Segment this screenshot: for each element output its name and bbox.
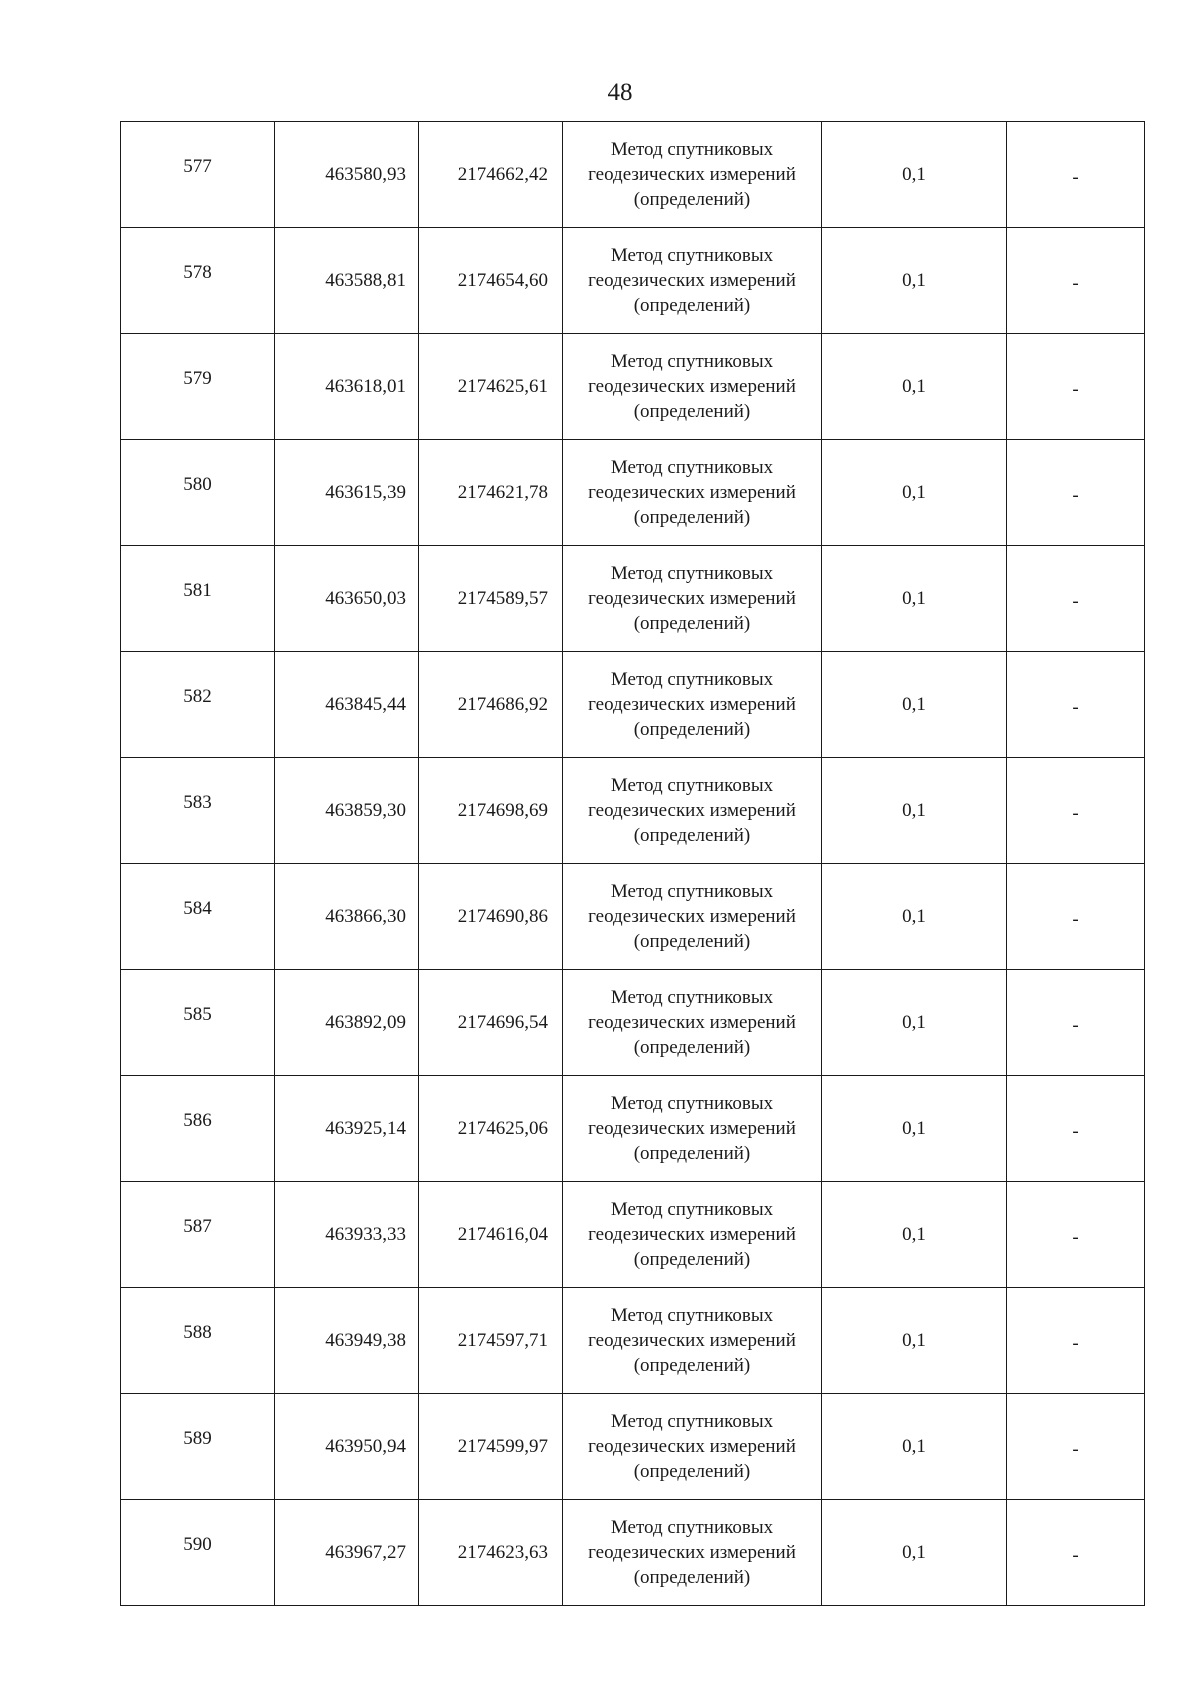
method-line-2: геодезических измерений	[588, 1012, 796, 1033]
coordinates-table-body	[121, 122, 1145, 1606]
table-row	[121, 1076, 1145, 1182]
x-coordinate-cell: 463866,30	[275, 864, 419, 970]
method-line-1: Метод спутниковых	[610, 881, 774, 902]
accuracy-cell: 0,1	[822, 122, 1007, 228]
y-coordinate-cell: 2174696,54	[419, 970, 563, 1076]
method-line-3: (определений)	[633, 1249, 751, 1270]
method-line-3: (определений)	[633, 189, 751, 210]
y-coordinate-cell: 2174616,04	[419, 1182, 563, 1288]
page-number: 48	[607, 79, 633, 106]
method-line-3: (определений)	[633, 507, 751, 528]
method-cell	[563, 334, 822, 440]
note-cell: -	[1007, 1500, 1145, 1606]
point-number-cell: 586	[121, 1076, 275, 1182]
x-coordinate-cell: 463650,03	[275, 546, 419, 652]
accuracy-cell: 0,1	[822, 1394, 1007, 1500]
method-line-2: геодезических измерений	[588, 164, 796, 185]
method-cell	[563, 1394, 822, 1500]
method-cell	[563, 1288, 822, 1394]
x-coordinate-cell: 463588,81	[275, 228, 419, 334]
method-line-3: (определений)	[633, 613, 751, 634]
method-cell	[563, 122, 822, 228]
x-coordinate-cell: 463967,27	[275, 1500, 419, 1606]
table-row	[121, 864, 1145, 970]
method-line-3: (определений)	[633, 295, 751, 316]
method-line-1: Метод спутниковых	[610, 1199, 774, 1220]
y-coordinate-cell: 2174654,60	[419, 228, 563, 334]
accuracy-cell: 0,1	[822, 652, 1007, 758]
method-line-1: Метод спутниковых	[610, 775, 774, 796]
method-line-3: (определений)	[633, 825, 751, 846]
y-coordinate-cell: 2174599,97	[419, 1394, 563, 1500]
method-line-3: (определений)	[633, 719, 751, 740]
method-line-2: геодезических измерений	[588, 1542, 796, 1563]
y-coordinate-cell: 2174623,63	[419, 1500, 563, 1606]
y-coordinate-cell: 2174686,92	[419, 652, 563, 758]
method-line-1: Метод спутниковых	[610, 563, 774, 584]
method-line-3: (определений)	[633, 1143, 751, 1164]
method-line-1: Метод спутниковых	[610, 1411, 774, 1432]
method-line-3: (определений)	[633, 1037, 751, 1058]
method-cell	[563, 1182, 822, 1288]
table-row	[121, 1182, 1145, 1288]
point-number-cell: 587	[121, 1182, 275, 1288]
accuracy-cell: 0,1	[822, 334, 1007, 440]
table-row	[121, 1500, 1145, 1606]
point-number-cell: 589	[121, 1394, 275, 1500]
method-cell	[563, 1500, 822, 1606]
method-cell	[563, 652, 822, 758]
x-coordinate-cell: 463845,44	[275, 652, 419, 758]
method-cell	[563, 440, 822, 546]
note-cell: -	[1007, 1394, 1145, 1500]
y-coordinate-cell: 2174621,78	[419, 440, 563, 546]
method-line-1: Метод спутниковых	[610, 1517, 774, 1538]
method-line-2: геодезических измерений	[588, 270, 796, 291]
table-row	[121, 652, 1145, 758]
method-cell	[563, 864, 822, 970]
method-line-1: Метод спутниковых	[610, 139, 774, 160]
y-coordinate-cell: 2174589,57	[419, 546, 563, 652]
point-number-cell: 583	[121, 758, 275, 864]
method-line-2: геодезических измерений	[588, 1436, 796, 1457]
method-line-1: Метод спутниковых	[610, 351, 774, 372]
point-number-cell: 581	[121, 546, 275, 652]
point-number-cell: 577	[121, 122, 275, 228]
coordinates-table	[120, 121, 1145, 1606]
method-line-2: геодезических измерений	[588, 376, 796, 397]
x-coordinate-cell: 463933,33	[275, 1182, 419, 1288]
method-line-3: (определений)	[633, 401, 751, 422]
table-row	[121, 758, 1145, 864]
note-cell: -	[1007, 1288, 1145, 1394]
method-line-1: Метод спутниковых	[610, 1093, 774, 1114]
accuracy-cell: 0,1	[822, 546, 1007, 652]
note-cell: -	[1007, 334, 1145, 440]
method-cell	[563, 1076, 822, 1182]
method-cell	[563, 970, 822, 1076]
method-line-3: (определений)	[633, 931, 751, 952]
accuracy-cell: 0,1	[822, 228, 1007, 334]
method-cell	[563, 758, 822, 864]
y-coordinate-cell: 2174625,61	[419, 334, 563, 440]
method-line-1: Метод спутниковых	[610, 987, 774, 1008]
method-line-3: (определений)	[633, 1461, 751, 1482]
method-cell	[563, 228, 822, 334]
method-line-1: Метод спутниковых	[610, 669, 774, 690]
accuracy-cell: 0,1	[822, 1076, 1007, 1182]
x-coordinate-cell: 463618,01	[275, 334, 419, 440]
x-coordinate-cell: 463615,39	[275, 440, 419, 546]
y-coordinate-cell: 2174597,71	[419, 1288, 563, 1394]
x-coordinate-cell: 463949,38	[275, 1288, 419, 1394]
note-cell: -	[1007, 1182, 1145, 1288]
table-row	[121, 122, 1145, 228]
y-coordinate-cell: 2174625,06	[419, 1076, 563, 1182]
accuracy-cell: 0,1	[822, 440, 1007, 546]
note-cell: -	[1007, 864, 1145, 970]
method-line-1: Метод спутниковых	[610, 1305, 774, 1326]
x-coordinate-cell: 463925,14	[275, 1076, 419, 1182]
point-number-cell: 584	[121, 864, 275, 970]
point-number-cell: 579	[121, 334, 275, 440]
method-line-3: (определений)	[633, 1567, 751, 1588]
point-number-cell: 588	[121, 1288, 275, 1394]
method-line-2: геодезических измерений	[588, 1118, 796, 1139]
note-cell: -	[1007, 758, 1145, 864]
table-row	[121, 440, 1145, 546]
x-coordinate-cell: 463580,93	[275, 122, 419, 228]
x-coordinate-cell: 463859,30	[275, 758, 419, 864]
note-cell: -	[1007, 1076, 1145, 1182]
method-line-1: Метод спутниковых	[610, 245, 774, 266]
method-line-3: (определений)	[633, 1355, 751, 1376]
accuracy-cell: 0,1	[822, 1500, 1007, 1606]
accuracy-cell: 0,1	[822, 1288, 1007, 1394]
method-line-2: геодезических измерений	[588, 482, 796, 503]
point-number-cell: 578	[121, 228, 275, 334]
accuracy-cell: 0,1	[822, 758, 1007, 864]
method-line-1: Метод спутниковых	[610, 457, 774, 478]
table-row	[121, 1288, 1145, 1394]
table-row	[121, 546, 1145, 652]
note-cell: -	[1007, 652, 1145, 758]
x-coordinate-cell: 463892,09	[275, 970, 419, 1076]
note-cell: -	[1007, 970, 1145, 1076]
table-row	[121, 228, 1145, 334]
method-line-2: геодезических измерений	[588, 1224, 796, 1245]
method-line-2: геодезических измерений	[588, 906, 796, 927]
method-cell	[563, 546, 822, 652]
method-line-2: геодезических измерений	[588, 588, 796, 609]
point-number-cell: 585	[121, 970, 275, 1076]
accuracy-cell: 0,1	[822, 864, 1007, 970]
table-row	[121, 334, 1145, 440]
table-row	[121, 970, 1145, 1076]
note-cell: -	[1007, 228, 1145, 334]
note-cell: -	[1007, 546, 1145, 652]
note-cell: -	[1007, 440, 1145, 546]
point-number-cell: 582	[121, 652, 275, 758]
note-cell: -	[1007, 122, 1145, 228]
point-number-cell: 590	[121, 1500, 275, 1606]
method-line-2: геодезических измерений	[588, 800, 796, 821]
table-row	[121, 1394, 1145, 1500]
method-line-2: геодезических измерений	[588, 694, 796, 715]
accuracy-cell: 0,1	[822, 1182, 1007, 1288]
method-line-2: геодезических измерений	[588, 1330, 796, 1351]
y-coordinate-cell: 2174662,42	[419, 122, 563, 228]
point-number-cell: 580	[121, 440, 275, 546]
x-coordinate-cell: 463950,94	[275, 1394, 419, 1500]
accuracy-cell: 0,1	[822, 970, 1007, 1076]
y-coordinate-cell: 2174690,86	[419, 864, 563, 970]
y-coordinate-cell: 2174698,69	[419, 758, 563, 864]
